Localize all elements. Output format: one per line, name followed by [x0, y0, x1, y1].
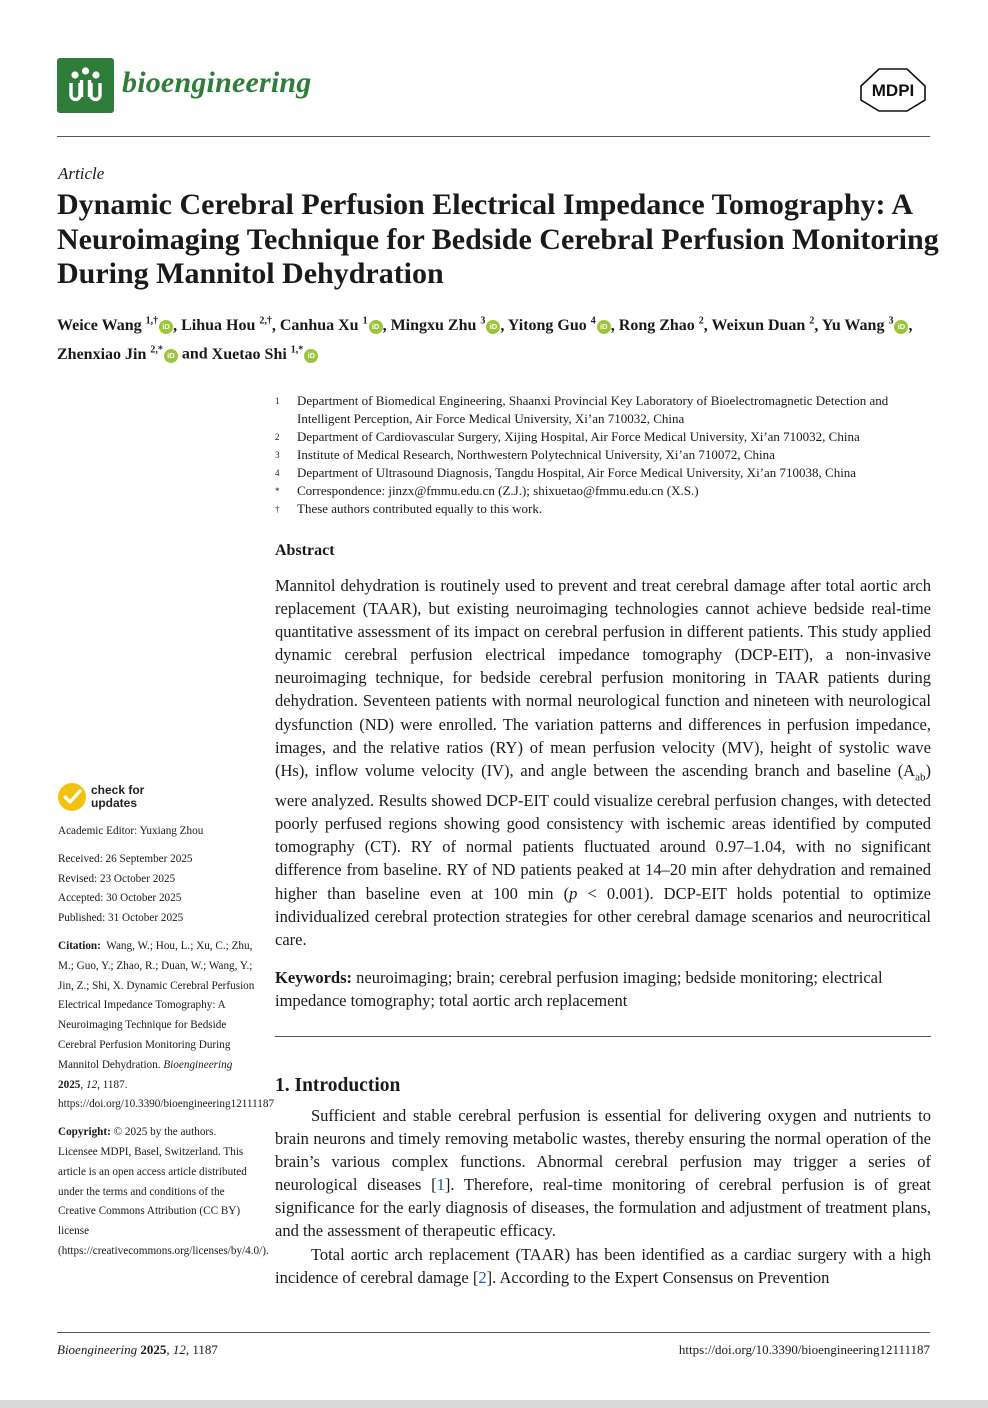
paragraph: Total aortic arch replacement (TAAR) has been identified as a cardiac surgery with a high incidence of cerebral damage [2]. According to the Expert Consensus on Prevention: [275, 1244, 931, 1287]
keywords-text: neuroimaging; brain; cerebral perfusion imaging; bedside monitoring; electrical impedance tomography; total aortic arch replacement: [275, 968, 883, 1010]
journal-logo: [57, 58, 114, 113]
author-affiliation-marker: 2: [809, 316, 815, 327]
orcid-icon[interactable]: iD: [894, 320, 908, 334]
citation-link[interactable]: 2: [478, 1267, 487, 1287]
revised-date: Revised: 23 October 2025: [58, 872, 176, 885]
affiliation-item: [275, 392, 935, 428]
affiliation-text: Correspondence: jinzx@fmmu.edu.cn (Z.J.); shixuetao@fmmu.edu.cn (X.S.): [297, 483, 699, 498]
article-title: Dynamic Cerebral Perfusion Electrical Impedance Tomography: A Neuroimaging Technique for Bedside Cerebral Perfusion Monitoring During Mannitol Dehydration: [57, 188, 939, 290]
orcid-icon[interactable]: iD: [304, 349, 318, 363]
orcid-icon[interactable]: iD: [369, 320, 383, 334]
affiliation-item: [275, 482, 935, 500]
orcid-icon[interactable]: iD: [164, 349, 178, 363]
author-affiliation-marker: 4: [590, 316, 596, 327]
dates: [58, 850, 258, 929]
orcid-icon[interactable]: iD: [159, 320, 173, 334]
affiliation-marker: 1: [275, 396, 280, 406]
journal-name: bioengineering: [122, 66, 312, 99]
affiliation-marker: †: [275, 504, 280, 514]
page-edge: [0, 1400, 988, 1408]
svg-text:MDPI: MDPI: [871, 81, 915, 100]
author-name[interactable]: Weice Wang $^{1,\dagger}$ iD: [57, 317, 173, 334]
author-affiliation-marker: 2,†: [259, 316, 272, 327]
author-list: Weice Wang $^{1,\dagger}$ iD , Lihua Hou $^{2,\dagger}$, Canhua Xu $^1$ iD , Mingxu Zhu $^3$ iD , Yitong Guo $^4$ iD , Rong Zhao $^2$, Weixun Duan $^2$, Yu Wang $^3$ iD , Zhenxiao Jin $^{2,*}$ iD and Xuetao Shi $^{1,*}$ iD: [57, 316, 913, 363]
accepted-date: Accepted: 30 October 2025: [58, 892, 182, 905]
section-divider: [275, 1036, 931, 1037]
academic-editor: Academic Editor: Yuxiang Zhou: [58, 825, 204, 837]
header-divider: [57, 136, 930, 137]
author-name[interactable]: Yitong Guo $^4$ iD: [508, 317, 611, 334]
copyright-text: © 2025 by the authors. Licensee MDPI, Basel, Switzerland. This article is an open access article distributed under the terms and conditions of the Creative Commons Attribution (CC BY) license (https://creativecommons.org/licenses/by/4.0/).: [58, 1126, 269, 1257]
citation-link[interactable]: 1: [436, 1175, 445, 1195]
affiliation-marker: 4: [275, 468, 280, 478]
author-affiliation-marker: 1,†: [145, 316, 159, 327]
abstract-body: Mannitol dehydration is routinely used to prevent and treat cerebral damage after total aortic arch replacement (TAAR), but existing neuroimaging technologies cannot achieve bedside real-time quantitative assessment of its impact on cerebral perfusion in different patients. This study applied dynamic cerebral perfusion electrical impedance tomography (DCP-EIT), a non-invasive neuroimaging technique, for bedside cerebral perfusion monitoring in TAAR patients during dehydration. Seventeen patients with normal neurological function and nineteen with neurological dysfunction (ND) were enrolled. The variation patterns and differences in perfusion impedance, images, and the relative ratios (RY) of mean perfusion velocity (MV), height of systolic wave (Hs), inflow volume velocity (IV), and angle between the ascending branch and baseline $(A_{ab})$ were analyzed. Results showed DCP-EIT could visualize cerebral perfusion changes, with detected poorly perfused regions showing good consistency with ischemic areas identified by computed tomography (CT). RY of normal patients fluctuated around 0.97–1.04, with no significant difference from baseline. RY of ND patients peaked at 14–20 min after dehydration and remained higher than baseline even at 100 min (p < 0.001). DCP-EIT holds potential to optimize individualized cerebral protection strategies for other cerebral damage scenarios and neurocritical care.: [275, 576, 931, 949]
article-info-sidebar: [58, 822, 275, 1270]
affiliation-item: [275, 500, 935, 518]
affiliation-marker: 3: [275, 450, 280, 460]
author-name[interactable]: Canhua Xu $^1$ iD: [280, 317, 383, 334]
publisher-logo: [855, 66, 931, 114]
copyright: [58, 1123, 269, 1262]
affiliation-item: [275, 446, 935, 464]
author-name[interactable]: Rong Zhao $^2$: [618, 316, 704, 335]
footer-divider: [57, 1332, 930, 1333]
author-affiliation-marker: 2: [698, 316, 704, 327]
author-affiliation-marker: 1,*: [290, 344, 304, 356]
copyright-label: Copyright:: [58, 1126, 111, 1139]
author-name[interactable]: Weixun Duan $^2$: [711, 316, 815, 335]
author-affiliation-marker: 3: [480, 316, 486, 327]
affiliations: [275, 392, 935, 518]
affiliation-text: Institute of Medical Research, Northwestern Polytechnical University, Xi’an 710072, China: [297, 447, 775, 462]
orcid-icon[interactable]: iD: [597, 320, 611, 334]
affiliation-text: Department of Cardiovascular Surgery, Xijing Hospital, Air Force Medical University, Xi’an 710032, China: [297, 429, 860, 444]
svg-text:updates: updates: [91, 796, 138, 810]
check-for-updates-button[interactable]: [57, 780, 227, 814]
author-affiliation-marker: 2,*: [150, 344, 163, 356]
introduction-body: [275, 1104, 931, 1289]
received-date: Received: 26 September 2025: [58, 852, 193, 865]
affiliation-text: These authors contributed equally to this work.: [297, 501, 543, 516]
author-affiliation-marker: 1: [362, 316, 368, 327]
article-type: Article: [58, 164, 105, 183]
mdpi-logo-icon: [855, 66, 931, 114]
affiliation-text: Department of Biomedical Engineering, Shaanxi Provincial Key Laboratory of Bioelectromagnetic Detection and Intelligent Perception, Air Force Medical University, Xi’an 710032, China: [297, 393, 889, 426]
affiliation-item: [275, 464, 935, 482]
abstract-heading: Abstract: [275, 542, 335, 559]
author-name[interactable]: Zhenxiao Jin $^{2,*}$ iD: [57, 346, 178, 363]
affiliation-text: Department of Ultrasound Diagnosis, Tangdu Hospital, Air Force Medical University, Xi’an 710038, China: [297, 465, 857, 480]
citation-doi-link[interactable]: , 1187. https://doi.org/10.3390/bioengineering12111187: [58, 1078, 275, 1111]
affiliation-marker: 2: [275, 432, 280, 442]
author-joiner: and: [181, 345, 212, 363]
affiliation-item: [275, 428, 935, 446]
published-date: Published: 31 October 2025: [58, 912, 184, 925]
author-name[interactable]: Lihua Hou $^{2,\dagger}$: [181, 316, 272, 335]
affiliation-marker: *: [275, 486, 280, 496]
footer-doi-link[interactable]: https://doi.org/10.3390/bioengineering12111187: [678, 1342, 930, 1357]
section-heading-introduction: 1. Introduction: [275, 1075, 401, 1096]
svg-text:check for: check for: [91, 783, 145, 797]
orcid-icon[interactable]: iD: [486, 320, 500, 334]
citation-label: Citation:: [58, 939, 101, 952]
footer-citation: Bioengineering 2025, 12, 1187: [57, 1342, 218, 1357]
check-updates-icon: [58, 783, 86, 811]
keywords: [275, 966, 931, 1012]
author-name[interactable]: Yu Wang $^3$ iD: [822, 317, 909, 334]
author-affiliation-marker: 3: [888, 316, 894, 327]
keywords-label: Keywords:: [275, 968, 352, 987]
author-name[interactable]: Mingxu Zhu $^3$ iD: [391, 317, 501, 334]
author-name[interactable]: Xuetao Shi $^{1,*}$ iD: [212, 346, 319, 363]
journal-logo-icon: [57, 58, 114, 113]
paragraph: Sufficient and stable cerebral perfusion is essential for delivering oxygen and nutrients to brain neurons and timely removing metabolic wastes, thereby ensuring the normal operation of the brain’s various complex functions. Abnormal cerebral perfusion may trigger a series of neurological diseases [1]. Therefore, real-time monitoring of cerebral perfusion is of great significance for the early diagnosis of diseases, the formulation and adjustment of treatment plans, and the assessment of therapeutic efficacy.: [275, 1106, 932, 1241]
citation: Citation: Wang, W.; Hou, L.; Xu, C.; Zhu, M.; Guo, Y.; Zhao, R.; Duan, W.; Wang, Y.; Jin, Z.; Shi, X. Dynamic Cerebral Perfusion Electrical Impedance Tomography: A Neuroimaging Technique for Bedside Cerebral Perfusion Monitoring During Mannitol Dehydration. Bioengineering 2025, 12, 1187. https://doi.org/10.3390/bioengineering12111187: [58, 939, 275, 1111]
